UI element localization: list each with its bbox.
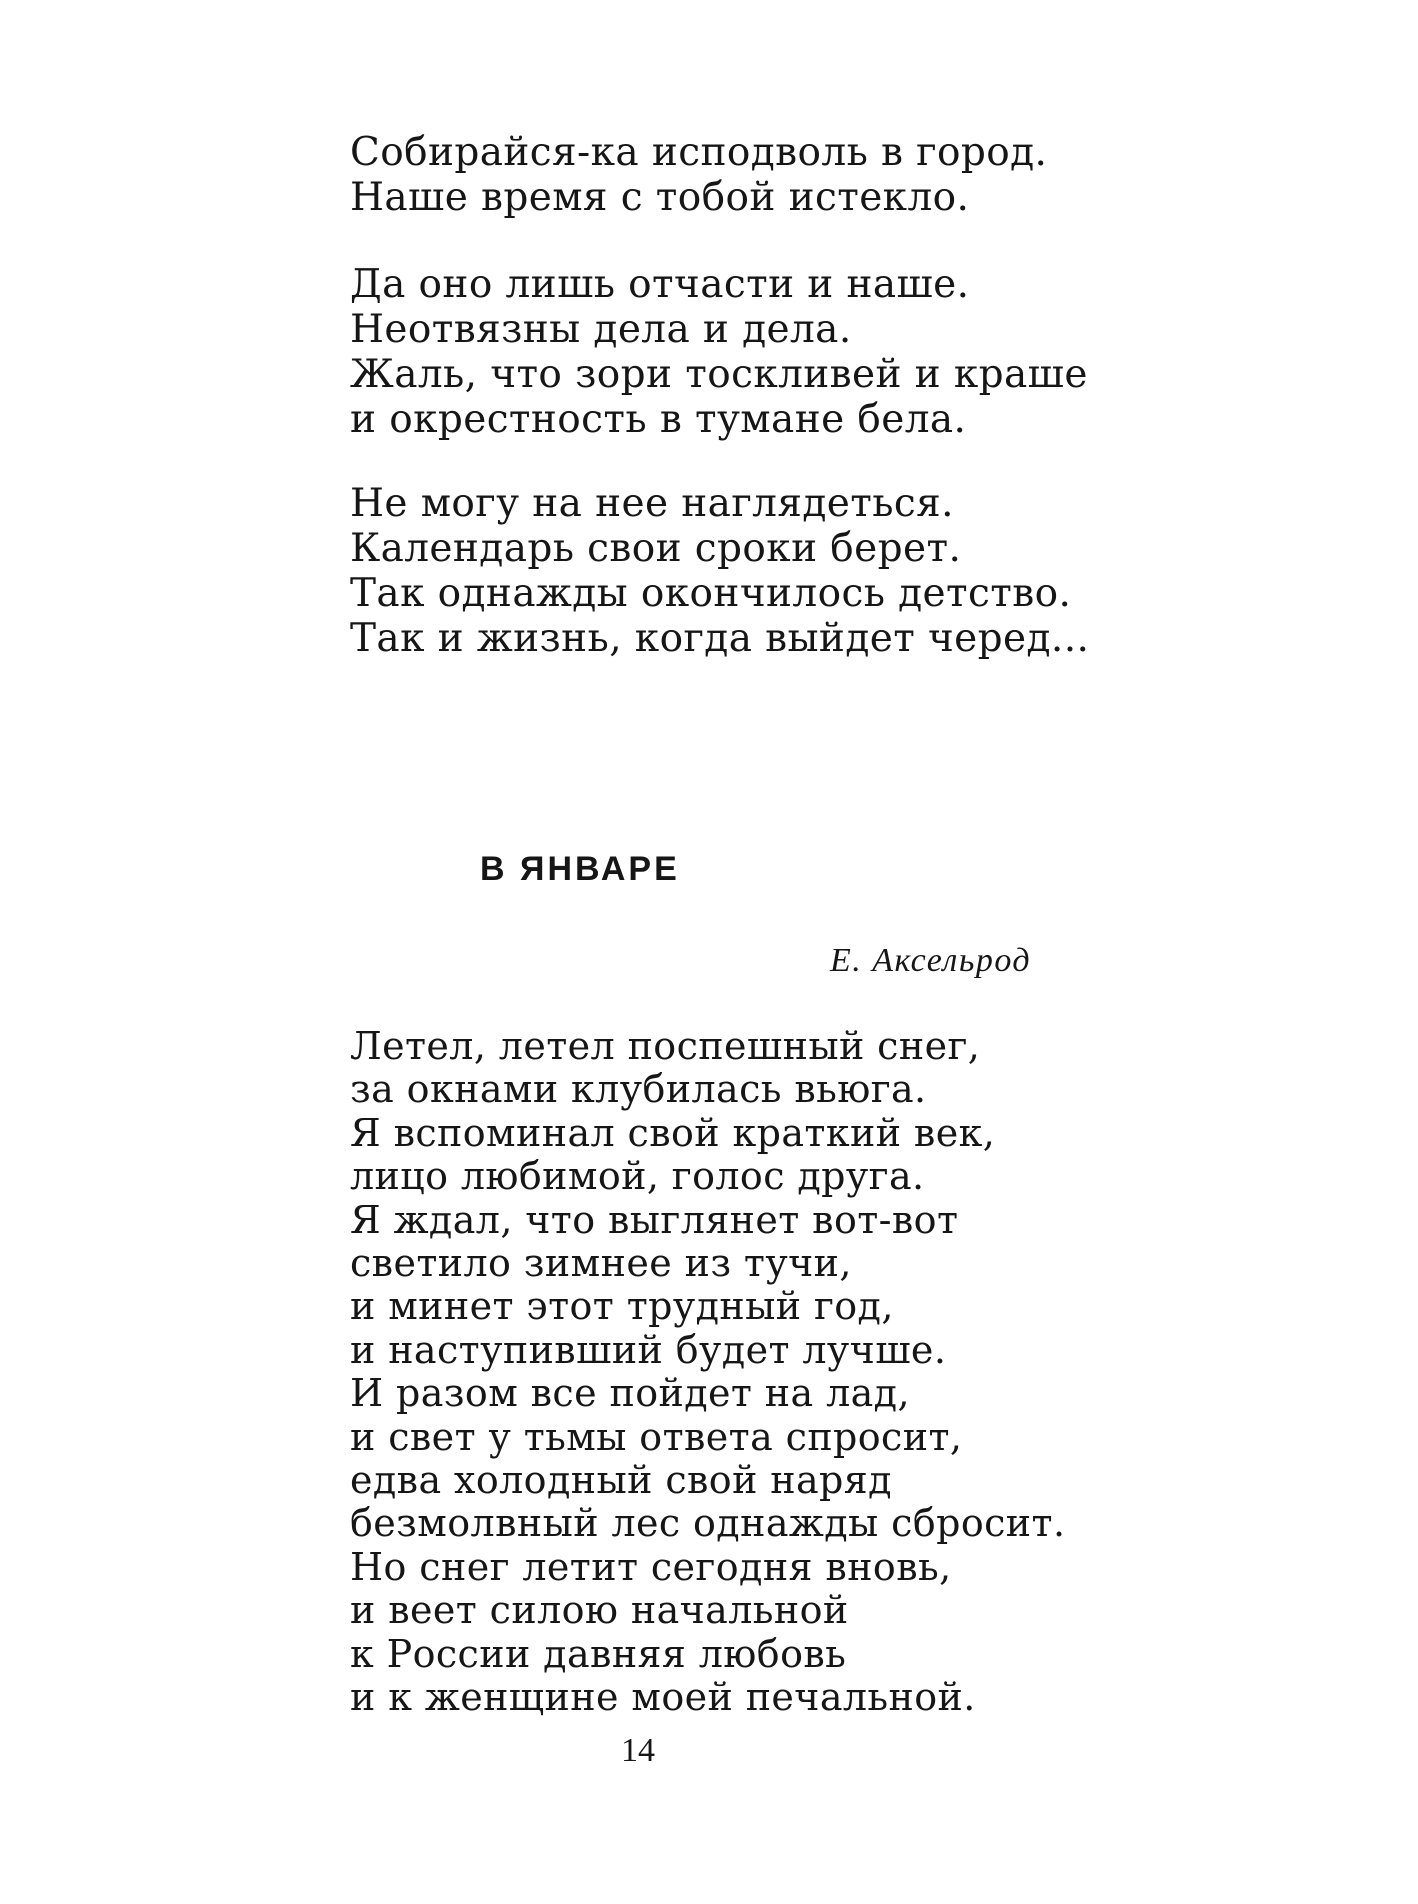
verse-line: Да оно лишь отчасти и наше.: [350, 262, 970, 307]
stanza-1: [350, 130, 1047, 220]
verse-line: И разом все пойдет на лад,: [350, 1371, 910, 1416]
poem-title: В ЯНВАРЕ: [480, 850, 680, 888]
verse-line: за окнами клубилась вьюга.: [350, 1067, 927, 1112]
verse-line: и минет этот трудный год,: [350, 1284, 894, 1329]
verse-line: Я ждал, что выглянет вот-вот: [350, 1197, 959, 1242]
verse-line: и окрестность в тумане бела.: [350, 397, 967, 442]
stanza-2: [350, 262, 1088, 442]
verse-line: Но снег летит сегодня вновь,: [350, 1544, 952, 1589]
verse-line: Не могу на нее наглядеться.: [350, 481, 954, 526]
verse-line: и веет силою начальной: [350, 1588, 849, 1633]
verse-line: и свет у тьмы ответа спросит,: [350, 1414, 963, 1459]
verse-line: Летел, летел поспешный снег,: [350, 1024, 981, 1068]
verse-line: Так однажды окончилось детство.: [350, 571, 1072, 616]
verse-line: едва холодный свой наряд: [350, 1458, 892, 1503]
verse-line: Собирайся-ка исподволь в город.: [350, 130, 1048, 175]
verse-line: Наше время с тобой истекло.: [350, 175, 970, 220]
poem-author: Е. Аксельрод: [830, 942, 1032, 979]
verse-line: безмолвный лес однажды сбросит.: [350, 1501, 1066, 1546]
verse-line: и наступивший будет лучше.: [350, 1327, 947, 1372]
verse-line: и к женщине моей печальной.: [350, 1675, 976, 1720]
verse-line: к России давняя любовь: [350, 1631, 847, 1676]
verse-line: Жаль, что зори тоскливей и краше: [350, 352, 1088, 397]
verse-line: Я вспоминал свой краткий век,: [350, 1110, 996, 1155]
verse-line: Неотвязны дела и дела.: [350, 307, 852, 352]
poem-body: [350, 1025, 1065, 1720]
verse-line: Календарь свои сроки берет.: [350, 526, 962, 571]
verse-line: Так и жизнь, когда выйдет черед...: [350, 616, 1090, 661]
verse-line: светило зимнее из тучи,: [350, 1241, 852, 1286]
verse-line: лицо любимой, голос друга.: [350, 1154, 925, 1199]
page-number: 14: [621, 1732, 655, 1769]
stanza-3: [350, 481, 1089, 661]
